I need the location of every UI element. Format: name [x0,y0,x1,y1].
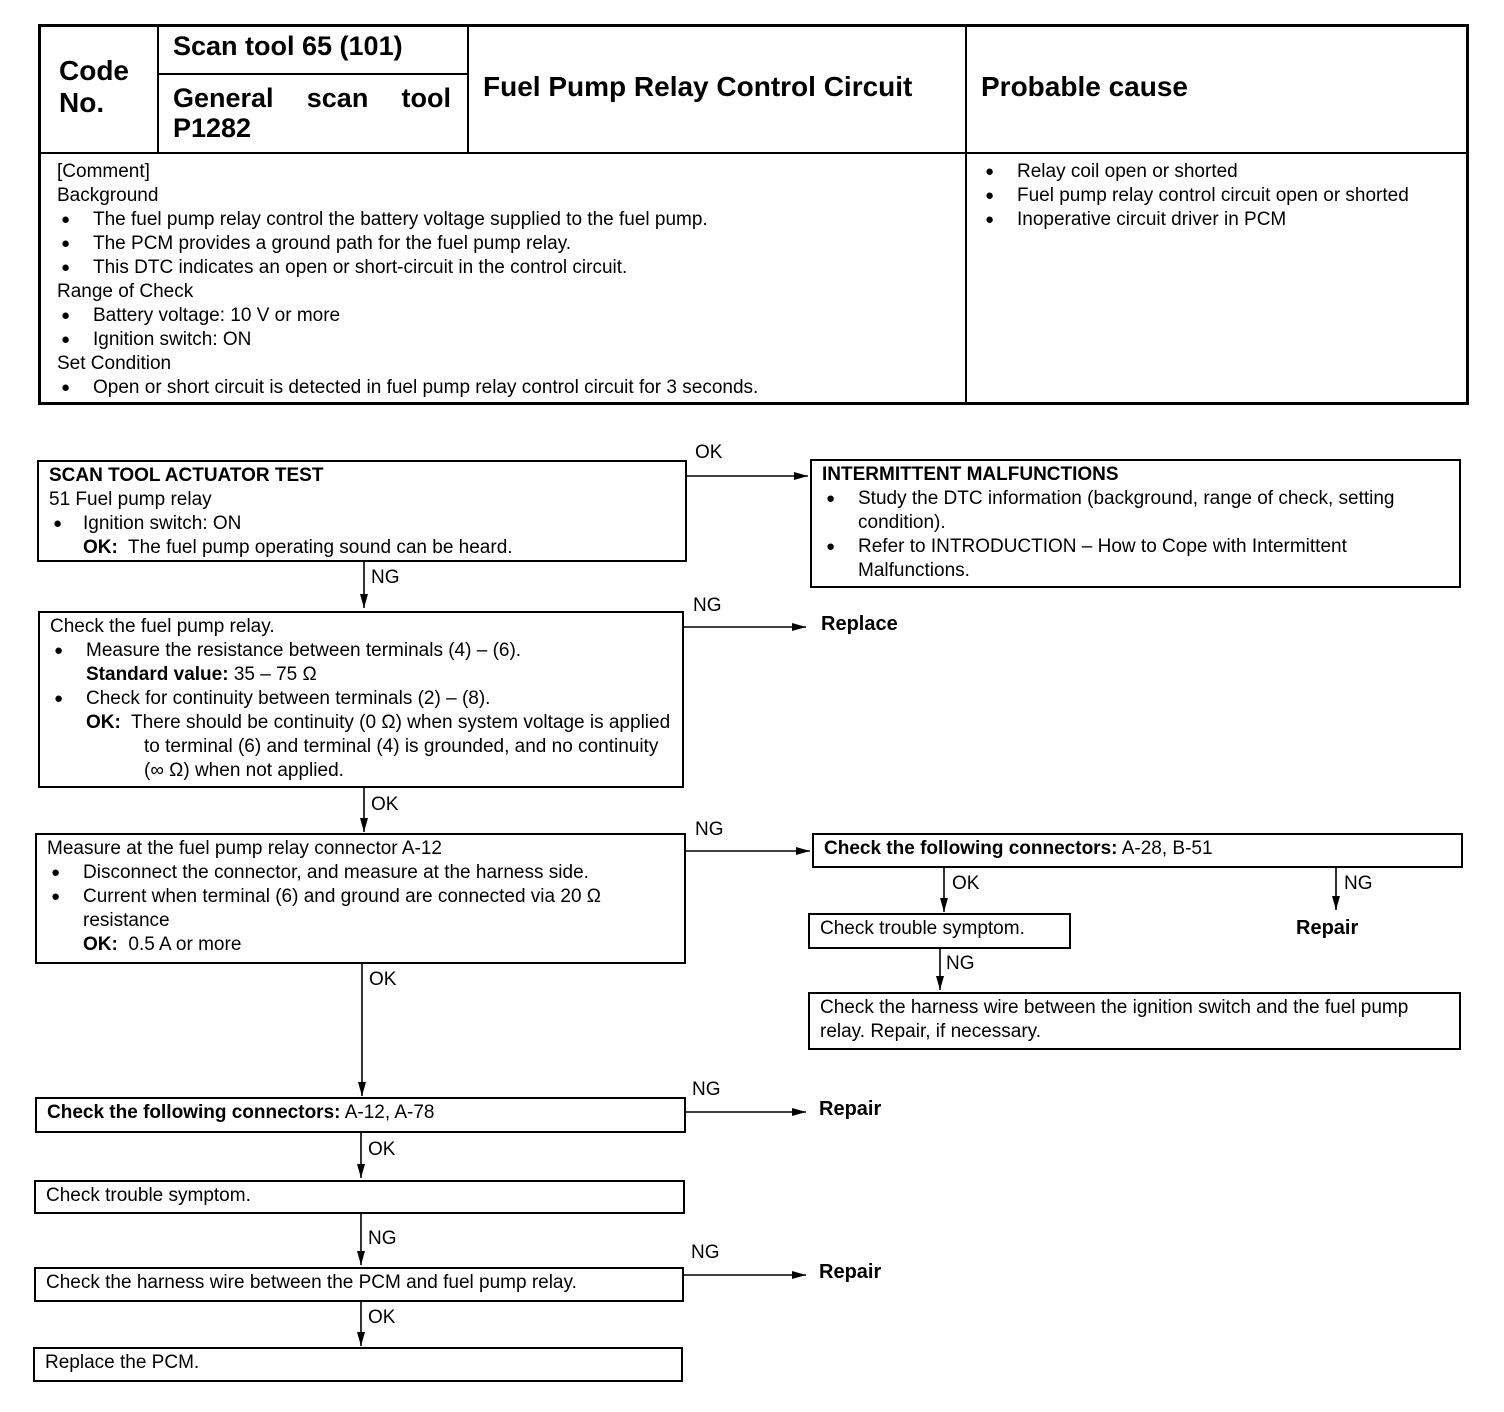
measure-connector-box [35,833,686,964]
background-item: ● This DTC indicates an open or short-circuit in the control circuit. [57,256,947,280]
replace-pcm-box [33,1347,683,1382]
label-ng: NG [1344,873,1373,894]
result-repair: Repair [819,1098,882,1120]
range-item: ● Ignition switch: ON [57,328,947,352]
circuit-title: Fuel Pump Relay Control Circuit [483,71,913,102]
label-ng: NG [691,1242,720,1263]
check-symptom-right-box [808,913,1071,949]
relay-check-bullet: ● Check for continuity between terminals (2) – (8). [50,687,672,711]
label-ng: NG [371,567,400,588]
label-ok: OK [368,1139,396,1160]
check-relay-box [38,611,684,788]
label-ok: OK [695,442,723,463]
intermittent-bullet: ● Refer to INTRODUCTION – How to Cope with Intermittent Malfunctions. [822,535,1449,583]
measure-bullet: ● Current when terminal (6) and ground are connected via 20 Ω resistance [47,885,674,933]
scan-tool-code: Scan tool 65 (101) [173,31,403,61]
label-ng: NG [368,1228,397,1249]
connectors-label: Check the following connectors: [47,1102,341,1123]
measure-ok: OK: 0.5 A or more [83,934,242,955]
label-ng: NG [693,595,722,616]
probable-cause-heading: Probable cause [981,71,1188,102]
label-ok: OK [369,969,397,990]
check-symptom-left-box [34,1180,685,1214]
result-replace: Replace [821,613,898,635]
check-harness-left-box [34,1267,684,1302]
label-ng: NG [695,819,724,840]
label-ng: NG [946,953,975,974]
result-repair: Repair [1296,917,1359,939]
check-harness-right-box [808,992,1461,1050]
relay-check-ok: OK: There should be continuity (0 Ω) when system voltage is applied to terminal (6) and terminal (4) is grounded, and no continuity (∞ Ω) when not applied. [86,712,671,781]
range-label: Range of Check [57,281,194,302]
scan-test-item: 51 Fuel pump relay [49,489,212,510]
measure-bullet: ● Disconnect the connector, and measure at the harness side. [47,861,674,885]
set-condition-label: Set Condition [57,353,172,374]
scan-test-ok: OK: The fuel pump operating sound can be heard. [83,537,513,558]
set-condition-item: ● Open or short circuit is detected in fuel pump relay control circuit for 3 seconds. [57,376,947,400]
harness-text: Check the harness wire between the PCM and fuel pump relay. [46,1272,577,1293]
intermittent-bullet: ● Study the DTC information (background, range of check, setting condition). [822,487,1449,535]
intermittent-malfunctions-box [810,459,1461,588]
result-repair: Repair [819,1261,882,1283]
connectors-label: Check the following connectors: [824,838,1118,859]
label-ok: OK [368,1307,396,1328]
relay-check-title: Check the fuel pump relay. [50,616,275,637]
label-ok: OK [952,873,980,894]
comment-label: [Comment] [57,161,150,182]
check-connectors-left-box [35,1097,686,1133]
label-ok: OK [371,794,399,815]
cause-item: ● Fuel pump relay control circuit open or shorted [981,184,1461,208]
relay-check-bullet: ● Measure the resistance between terminals (4) – (6). [50,639,672,663]
background-label: Background [57,185,159,206]
scan-tool-actuator-test-box [37,460,687,562]
scan-test-bullet: ● Ignition switch: ON [49,512,675,536]
connectors-value: A-12, A-78 [344,1102,435,1123]
standard-value: Standard value: 35 – 75 Ω [86,664,317,685]
check-connectors-right-box [812,833,1463,868]
replace-pcm-text: Replace the PCM. [45,1352,200,1373]
general-scan-tool-code: General scan tool P1282 [173,83,451,143]
cause-item: ● Relay coil open or shorted [981,160,1461,184]
scan-test-title: SCAN TOOL ACTUATOR TEST [49,465,324,486]
symptom-text: Check trouble symptom. [46,1185,251,1206]
background-item: ● The PCM provides a ground path for the fuel pump relay. [57,232,947,256]
cause-item: ● Inoperative circuit driver in PCM [981,208,1461,232]
range-item: ● Battery voltage: 10 V or more [57,304,947,328]
background-item: ● The fuel pump relay control the battery voltage supplied to the fuel pump. [57,208,947,232]
symptom-text: Check trouble symptom. [820,918,1025,939]
connectors-value: A-28, B-51 [1121,838,1213,859]
measure-title: Measure at the fuel pump relay connector A-12 [47,838,443,859]
code-no-label: Code No. [59,55,129,118]
harness-text: Check the harness wire between the ignition switch and the fuel pump relay. Repair, if necessary. [820,997,1409,1042]
intermittent-title: INTERMITTENT MALFUNCTIONS [822,464,1119,485]
label-ng: NG [692,1079,721,1100]
